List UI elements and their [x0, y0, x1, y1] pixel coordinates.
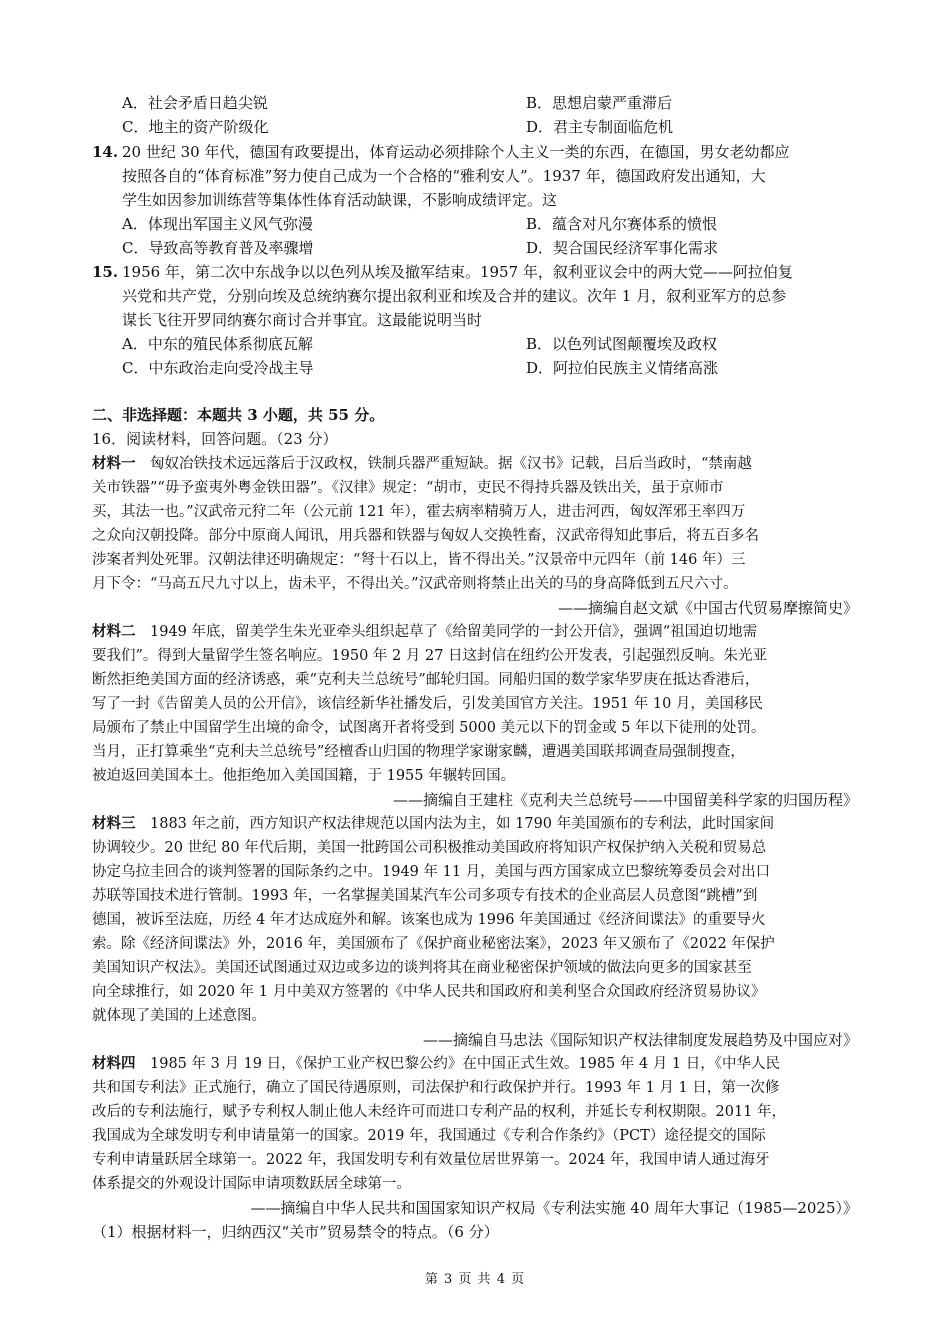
material-3-line-5: 德国，被诉至法庭，历经 4 年才达成庭外和解。该案也成为 1996 年美国通过《经济间谍法》的重要导火 — [92, 912, 766, 928]
material-3-line-8: 向全球推行，如 2020 年 1 月中美双方签署的《中华人民共和国政府和美利坚合众国政府经济贸易协议》 — [92, 984, 766, 1000]
material-3-source: ——摘编自马忠法《国际知识产权法律制度发展趋势及中国应对》 — [422, 1031, 858, 1049]
material-2-line-7: 被迫返回美国本土。他拒绝加入美国国籍，于 1955 年辗转回国。 — [92, 768, 516, 784]
material-2-line-1: 材料二 1949 年底，留美学生朱光亚牵头组织起草了《给留美同学的一封公开信》，强调“祖国迫切地需 — [92, 623, 758, 640]
material-1-line-6: 月下令：“马高五尺九寸以上，齿未平，不得出关。”汉武帝则将禁止出关的马的身高降低到五尺六寸。 — [92, 576, 738, 592]
material-1-line-3: 买，其法一也。”汉武帝元狩二年（公元前 121 年），霍去病率精骑万人，进击河西，匈奴浑邪王率四万 — [92, 504, 746, 520]
material-4-line-5: 专利申请量跃居全球第一。2022 年，我国发明专利有效量位居世界第一。2024 年，我国申请人通过海牙 — [92, 1152, 770, 1168]
q14-stem-line-1: 20 世纪 30 年代，德国有政要提出，体育运动必须排除个人主义一类的东西，在德国，男女老幼都应 — [122, 143, 790, 161]
material-1-source: ——摘编自赵文斌《中国古代贸易摩擦简史》 — [557, 599, 858, 617]
q15-stem-line-3: 谋长飞往开罗同纳赛尔商讨合并事宜。这最能说明当时 — [122, 311, 483, 329]
material-4-label: 材料四 — [92, 1055, 136, 1072]
page-footer: 第 3 页 共 4 页 — [424, 1272, 526, 1287]
material-2-label: 材料二 — [92, 623, 136, 640]
material-3-line-6: 索。除《经济间谍法》外，2016 年，美国颁布了《保护商业秘密法案》，2023 年又颁布了《2022 年保护 — [92, 936, 775, 952]
q14-option-b: B．蕴含对凡尔赛体系的愤恨 — [526, 215, 718, 233]
material-4-line-1: 材料四 1985 年 3 月 19 日，《保护工业产权巴黎公约》在中国正式生效。1985 年 4 月 1 日，《中华人民 — [92, 1055, 781, 1072]
q14-option-c: C．导致高等教育普及率骤增 — [122, 239, 314, 257]
material-4-line-2: 共和国专利法》正式施行，确立了国民待遇原则，司法保护和行政保护并行。1993 年 1 月 1 日，第一次修 — [92, 1080, 780, 1096]
material-2-line-2: 要我们”。得到大量留学生签名响应。1950 年 2 月 27 日这封信在纽约公开发表，引起强烈反响。朱光亚 — [92, 648, 768, 664]
q15-stem-line-2: 兴党和共产党，分别向埃及总统纳赛尔提出叙利亚和埃及合并的建议。次年 1 月，叙利亚军方的总参 — [122, 287, 787, 305]
material-2-line-6: 当月，正打算乘坐“克利夫兰总统号”经檀香山归国的物理学家谢家麟，遭遇美国联邦调查局强制搜查， — [92, 744, 745, 760]
q13-option-b: B．思想启蒙严重滞后 — [526, 94, 673, 112]
q15-option-a: A．中东的殖民体系彻底瓦解 — [122, 335, 313, 353]
section-2-title: 二、非选择题：本题共 3 小题，共 55 分。 — [92, 406, 385, 424]
material-2-source: ——摘编自王建柱《克利夫兰总统号——中国留美科学家的归国历程》 — [392, 791, 858, 809]
q15-option-d: D．阿拉伯民族主义情绪高涨 — [526, 359, 719, 377]
material-3-line-4: 苏联等国技术进行管制。1993 年，一名掌握美国某汽车公司多项专有技术的企业高层人员意图“跳槽”到 — [92, 888, 758, 904]
material-3-line-7: 美国知识产权法》。美国还试图通过双边或多边的谈判将其在商业秘密保护领域的做法向更多的国家甚至 — [92, 960, 752, 976]
material-3-line-2: 协调较少。20 世纪 80 年代后期，美国一批跨国公司积极推动美国政府将知识产权保护纳入关税和贸易总 — [92, 840, 767, 856]
q13-option-d: D．君主专制面临危机 — [526, 118, 674, 136]
material-3-line-3: 协定乌拉圭回合的谈判签署的国际条约之中。1949 年 11 月，美国与西方国家成立巴黎统筹委员会对出口 — [92, 864, 771, 880]
material-4-line-4: 我国成为全球发明专利申请量第一的国家。2019 年，我国通过《专利合作条约》（PCT）途径提交的国际 — [92, 1128, 766, 1144]
material-1-line-4: 之众向汉朝投降。部分中原商人闻讯，用兵器和铁器与匈奴人交换牲畜，汉武帝得知此事后，将五百多名 — [92, 528, 759, 544]
q14-stem-line-2: 按照各自的“体育标准”努力使自己成为一个合格的“雅利安人”。1937 年，德国政府发出通知，大 — [122, 167, 766, 185]
q14-option-d: D．契合国民经济军事化需求 — [526, 239, 719, 257]
q15-stem-line-1: 1956 年，第二次中东战争以以色列从埃及撤军结束。1957 年，叙利亚议会中的两大党——阿拉伯复 — [122, 263, 793, 281]
material-3-line-1: 材料三 1883 年之前，西方知识产权法律规范以国内法为主，如 1790 年美国颁布的专利法，此时国家间 — [92, 815, 775, 832]
q13-option-c: C．地主的资产阶级化 — [122, 118, 269, 136]
material-4-source: ——摘编自中华人民共和国国家知识产权局《专利法实施 40 周年大事记（1985—2025）》 — [250, 1199, 858, 1217]
q15-number: 15. — [92, 263, 119, 281]
q16-intro: 16．阅读材料，回答问题。（23 分） — [92, 430, 338, 448]
sub-question-1: （1）根据材料一，归纳西汉“关市”贸易禁令的特点。（6 分） — [92, 1223, 499, 1241]
material-4-line-6: 体系提交的外观设计国际申请项数跃居全球第一。 — [92, 1176, 411, 1192]
q15-option-c: C．中东政治走向受冷战主导 — [122, 359, 314, 377]
q14-stem-line-3: 学生如因参加训练营等集体性体育活动缺课，不影响成绩评定。这 — [122, 191, 558, 209]
q13-option-a: A．社会矛盾日趋尖锐 — [122, 94, 268, 112]
material-1-line-5: 涉案者判处死罪。汉朝法律还明确规定：“弩十石以上，皆不得出关。”汉景帝中元四年（前 146 年）三 — [92, 552, 746, 568]
q14-option-a: A．体现出军国主义风气弥漫 — [122, 215, 313, 233]
material-2-line-5: 局颁布了禁止中国留学生出境的命令，试图离开者将受到 5000 美元以下的罚金或 5 年以下徒刑的处罚。 — [92, 720, 766, 736]
material-1-label: 材料一 — [92, 455, 136, 472]
q15-option-b: B．以色列试图颠覆埃及政权 — [526, 335, 718, 353]
material-1-line-1: 材料一 匈奴冶铁技术远远落后于汉政权，铁制兵器严重短缺。据《汉书》记载，吕后当政时，“禁南越 — [92, 455, 752, 472]
q14-number: 14. — [92, 143, 119, 161]
material-2-line-3: 断然拒绝美国方面的经济诱惑，乘“克利夫兰总统号”邮轮归国。同船归国的数学家华罗庚在抵达香港后， — [92, 672, 760, 688]
material-4-line-3: 改后的专利法施行，赋予专利权人制止他人未经许可而进口专利产品的权利，并延长专利权期限。2011 年， — [92, 1104, 787, 1120]
material-2-line-4: 写了一封《告留美人员的公开信》，该信经新华社播发后，引发美国官方关注。1951 年 10 月，美国移民 — [92, 696, 763, 712]
material-1-line-2: 关市铁器”“毋予蛮夷外粤金铁田器”。《汉律》规定：“胡市，吏民不得持兵器及铁出关，虽于京师市 — [92, 480, 724, 496]
material-3-label: 材料三 — [92, 815, 136, 832]
material-3-line-9: 就体现了美国的上述意图。 — [92, 1008, 266, 1024]
